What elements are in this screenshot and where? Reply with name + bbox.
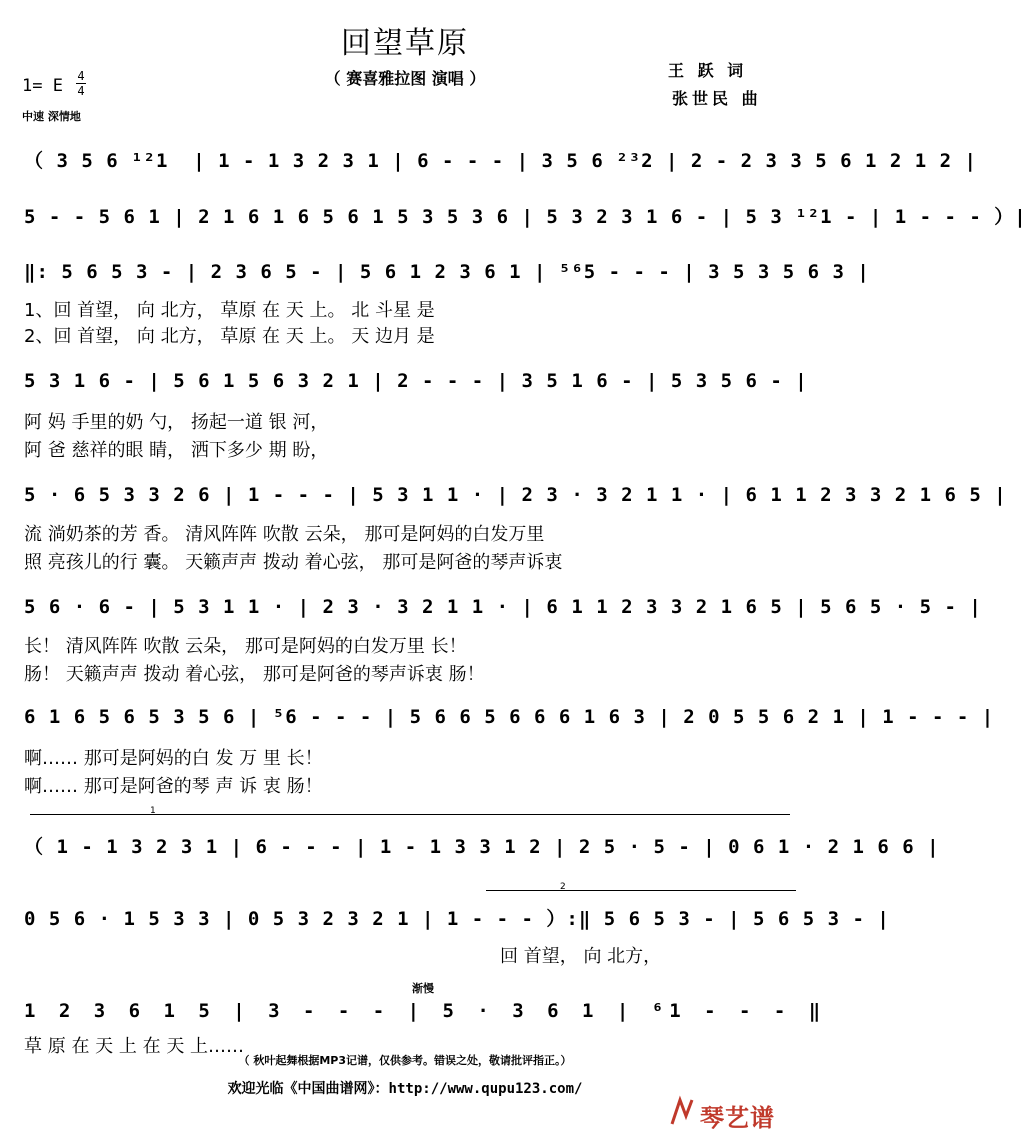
volta-bracket-2 xyxy=(486,890,796,892)
lyric-final: 草 原 在 天 上 在 天 上…… xyxy=(24,1036,245,1057)
time-signature-bottom: 4 xyxy=(77,84,85,98)
lyric-verse-2: 肠！ 天籁声声 拨动 着心弦， 那可是阿爸的琴声诉衷 肠！ xyxy=(24,664,485,685)
logo-text: 琴艺谱 xyxy=(700,1104,775,1132)
site-credit: 欢迎光临《中国曲谱网》：http://www.qupu123.com/ xyxy=(227,1081,583,1097)
notation-line: 0 5 6 · 1 5 3 3 | 0 5 3 2 3 2 1 | 1 - - - ）:‖ 5 6 5 3 - | 5 6 5 3 - | xyxy=(24,908,890,930)
lyricist-credit: 王 跃 词 xyxy=(668,61,748,80)
score-row-9 xyxy=(24,898,890,938)
score-row-5 xyxy=(24,478,1007,518)
lyric-verse-1: 长！ 清风阵阵 吹散 云朵， 那可是阿妈的白发万里 长！ xyxy=(24,636,467,657)
score-row-8 xyxy=(24,826,940,866)
lyric-verse-2: 照 亮孩儿的行 囊。 天籁声声 拨动 着心弦， 那可是阿爸的琴声诉衷 xyxy=(24,552,563,573)
score-row-6 xyxy=(24,590,982,630)
time-signature-top: 4 xyxy=(77,69,85,83)
score-row-10 xyxy=(24,994,827,1034)
notation-line: （ 3 5 6 ¹²1 | 1 - 1 3 2 3 1 | 6 - - - | 3 5 6 ²³2 | 2 - 2 3 3 5 6 1 2 1 2 | xyxy=(24,150,977,172)
notation-line: 5 - - 5 6 1 | 2 1 6 1 6 5 6 1 5 3 5 3 6 | 5 3 2 3 1 6 - | 5 3 ¹²1 - | 1 - - - ）| xyxy=(24,206,1027,228)
notation-line: ‖: 5 6 5 3 - | 2 3 6 5 - | 5 6 1 2 3 6 1 | ⁵⁶5 - - - | 3 5 3 5 6 3 | xyxy=(24,261,870,283)
notation-line: （ 1 - 1 3 2 3 1 | 6 - - - | 1 - 1 3 3 1 2 | 2 5 · 5 - | 0 6 1 · 2 1 6 6 | xyxy=(24,836,940,858)
score-row-1 xyxy=(24,140,977,180)
tempo-marking: 中速 深情地 xyxy=(22,110,81,123)
lyric-verse-1: 流 淌奶茶的芳 香。 清风阵阵 吹散 云朵， 那可是阿妈的白发万里 xyxy=(24,524,545,545)
time-signature xyxy=(76,70,86,97)
score-row-4 xyxy=(24,364,808,404)
notation-line: 5 3 1 6 - | 5 6 1 5 6 3 2 1 | 2 - - - | 3 5 1 6 - | 5 3 5 6 - | xyxy=(24,370,808,392)
page-title: 回望草原 xyxy=(341,26,469,61)
lyric-verse-2: 啊…… 那可是阿爸的琴 声 诉 衷 肠！ xyxy=(24,776,323,797)
lyric-ending: 回 首望， 向 北方， xyxy=(500,946,662,967)
transcription-note: （ 秋叶起舞根据MP3记谱，仅供参考。错误之处，敬请批评指正。） xyxy=(238,1054,572,1067)
notation-line: 6 1 6 5 6 5 3 5 6 | ⁵6 - - - | 5 6 6 5 6 6 6 1 6 3 | 2 0 5 5 6 2 1 | 1 - - - | xyxy=(24,706,995,728)
notation-line: 5 6 · 6 - | 5 3 1 1 · | 2 3 · 3 2 1 1 · | 6 1 1 2 3 3 2 1 6 5 | 5 6 5 · 5 - | xyxy=(24,596,982,618)
lyric-verse-1: 阿 妈 手里的奶 勺， 扬起一道 银 河， xyxy=(24,412,329,433)
composer-credit: 张世民 曲 xyxy=(672,89,762,108)
volta-bracket-1 xyxy=(30,814,790,816)
lyric-verse-2: 2、回 首望， 向 北方， 草原 在 天 上。 天 边月 是 xyxy=(24,326,435,347)
lyric-verse-1: 1、回 首望， 向 北方， 草原 在 天 上。 北 斗星 是 xyxy=(24,300,435,321)
score-row-3 xyxy=(24,255,870,295)
notation-line: 1 2 3 6 1 5 | 3 - - - | 5 · 3 6 1 | ⁶1 - - - ‖ xyxy=(24,1000,827,1022)
volta-number-1: 1 xyxy=(150,806,156,816)
score-row-2 xyxy=(24,196,1027,236)
lyric-verse-2: 阿 爸 慈祥的眼 睛， 洒下多少 期 盼， xyxy=(24,440,329,461)
lyric-verse-1: 啊…… 那可是阿妈的白 发 万 里 长！ xyxy=(24,748,323,769)
score-row-7 xyxy=(24,700,995,740)
key-signature: 1= E xyxy=(22,76,63,96)
performer-subtitle: （ 赛喜雅拉图 演唱 ） xyxy=(324,69,486,88)
volta-number-2: 2 xyxy=(560,882,566,892)
slowdown-marking: 渐慢 xyxy=(412,982,434,995)
notation-line: 5 · 6 5 3 3 2 6 | 1 - - - | 5 3 1 1 · | 2 3 · 3 2 1 1 · | 6 1 1 2 3 3 2 1 6 5 | xyxy=(24,484,1007,506)
